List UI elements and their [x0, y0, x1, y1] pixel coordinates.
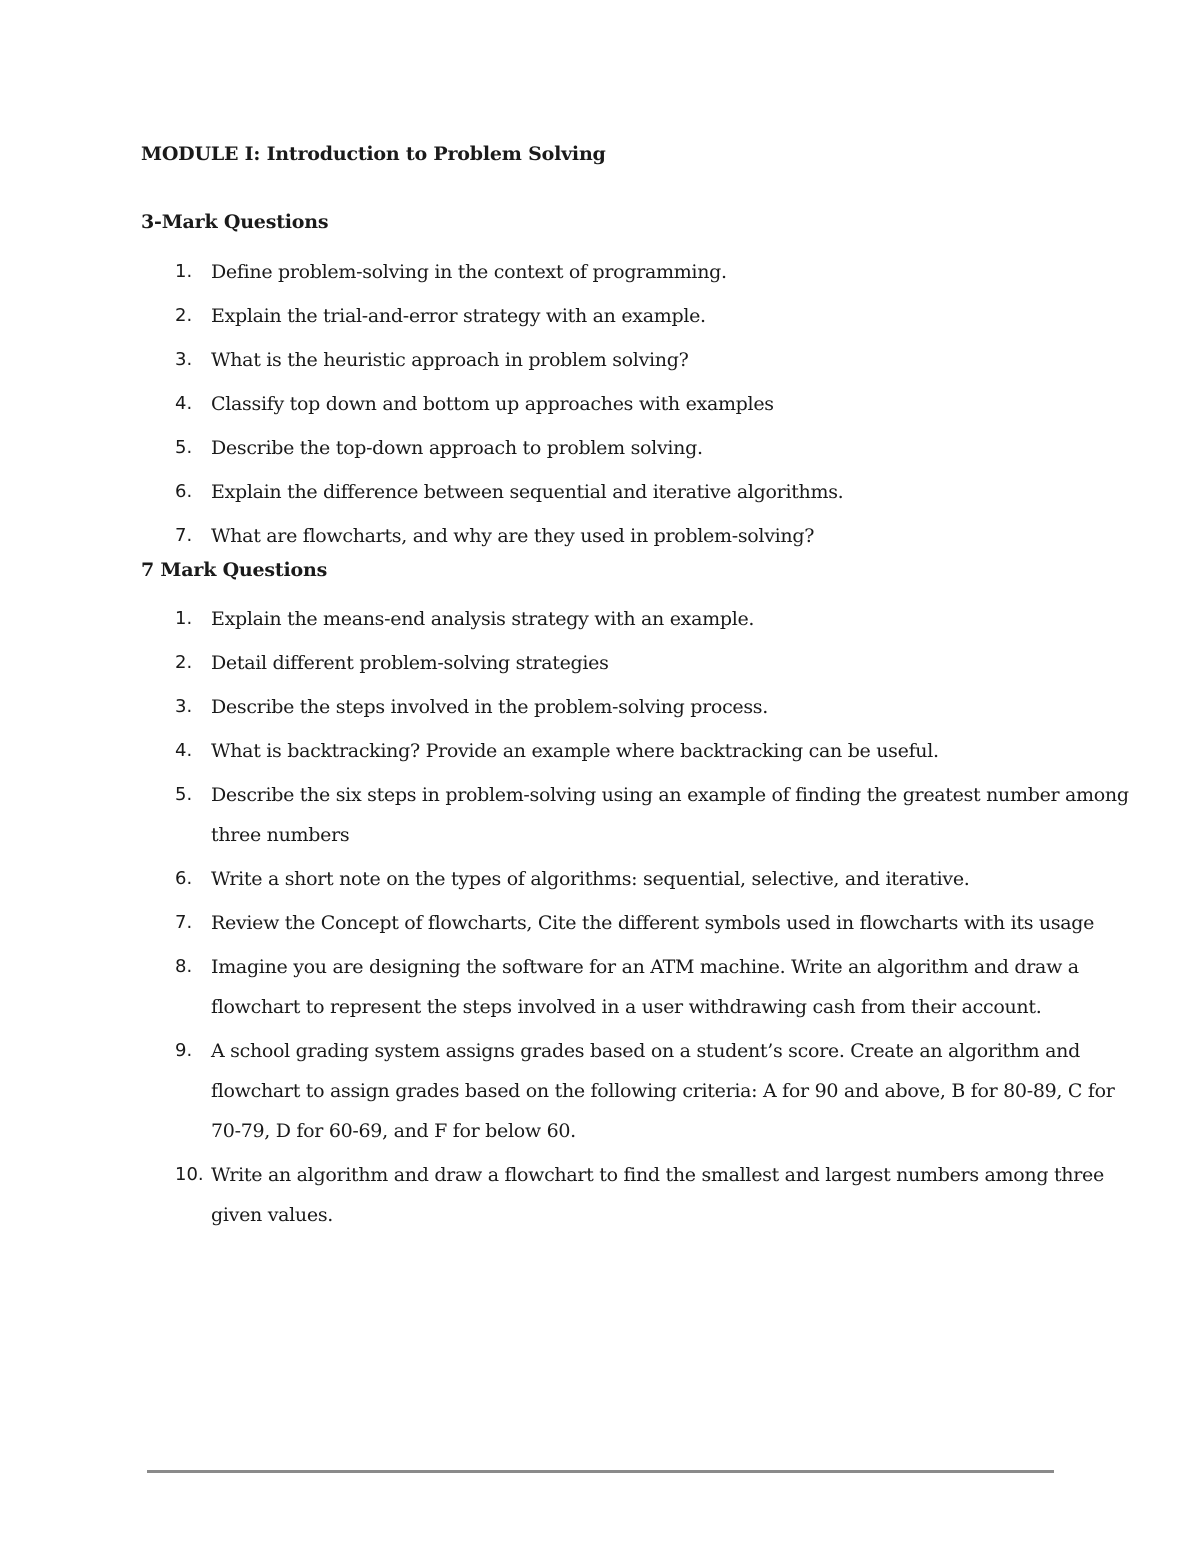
question-number: 9.: [175, 1040, 193, 1061]
question-number: 4.: [175, 393, 193, 414]
list-item: [141, 384, 1141, 424]
list-item: [141, 599, 1141, 639]
list-item: [141, 296, 1141, 336]
list-item: [141, 903, 1141, 943]
question-number: 1.: [175, 608, 193, 629]
question-text: Classify top down and bottom up approaches with examples: [211, 393, 774, 415]
question-text: What are flowcharts, and why are they used in problem-solving?: [211, 525, 815, 547]
question-number: 3.: [175, 696, 193, 717]
question-text: What is backtracking? Provide an example where backtracking can be useful.: [211, 740, 939, 762]
list-item: [141, 1155, 1141, 1235]
list-item: [141, 859, 1141, 899]
question-text: Explain the trial-and-error strategy with an example.: [211, 305, 706, 327]
question-text: A school grading system assigns grades based on a student’s score. Create an algorithm and flowchart to assign grades based on the following criteria: A for 90 and above, B for 80-89, C for 70-79, D for 60-69, and F for below 60.: [211, 1040, 1115, 1142]
question-number: 8.: [175, 956, 193, 977]
question-number: 1.: [175, 261, 193, 282]
question-number: 7.: [175, 525, 193, 546]
question-text: Write a short note on the types of algorithms: sequential, selective, and iterative.: [211, 868, 970, 890]
question-text: What is the heuristic approach in problem solving?: [211, 349, 689, 371]
question-list-3-mark: [141, 252, 1141, 560]
list-item: [141, 731, 1141, 771]
footer-divider: [147, 1470, 1054, 1473]
list-item: [141, 643, 1141, 683]
question-text: Review the Concept of flowcharts, Cite the different symbols used in flowcharts with its usage: [211, 912, 1095, 934]
question-number: 4.: [175, 740, 193, 761]
question-number: 7.: [175, 912, 193, 933]
list-item: [141, 687, 1141, 727]
module-title: MODULE I: Introduction to Problem Solving: [141, 143, 606, 165]
question-number: 6.: [175, 868, 193, 889]
question-number: 5.: [175, 437, 193, 458]
question-text: Detail different problem-solving strategies: [211, 652, 609, 674]
list-item: [141, 1031, 1141, 1151]
section-heading-7-mark: 7 Mark Questions: [141, 559, 328, 581]
question-list-7-mark: [141, 599, 1141, 1239]
list-item: [141, 340, 1141, 380]
question-text: Describe the six steps in problem-solving using an example of finding the greatest number among three numbers: [211, 784, 1129, 846]
question-text: Explain the difference between sequential and iterative algorithms.: [211, 481, 844, 503]
question-number: 3.: [175, 349, 193, 370]
question-text: Explain the means-end analysis strategy with an example.: [211, 608, 755, 630]
list-item: [141, 252, 1141, 292]
list-item: [141, 516, 1141, 556]
question-number: 2.: [175, 305, 193, 326]
list-item: [141, 472, 1141, 512]
question-number: 6.: [175, 481, 193, 502]
question-number: 10.: [175, 1164, 204, 1185]
question-number: 2.: [175, 652, 193, 673]
question-text: Describe the top-down approach to problem solving.: [211, 437, 703, 459]
section-heading-3-mark: 3-Mark Questions: [141, 211, 329, 233]
question-number: 5.: [175, 784, 193, 805]
question-text: Imagine you are designing the software for an ATM machine. Write an algorithm and draw a flowchart to represent the steps involved in a user withdrawing cash from their account.: [211, 956, 1079, 1018]
list-item: [141, 428, 1141, 468]
list-item: [141, 947, 1141, 1027]
question-text: Define problem-solving in the context of programming.: [211, 261, 727, 283]
question-text: Describe the steps involved in the problem-solving process.: [211, 696, 768, 718]
question-text: Write an algorithm and draw a flowchart to find the smallest and largest numbers among three given values.: [211, 1164, 1104, 1226]
list-item: [141, 775, 1141, 855]
